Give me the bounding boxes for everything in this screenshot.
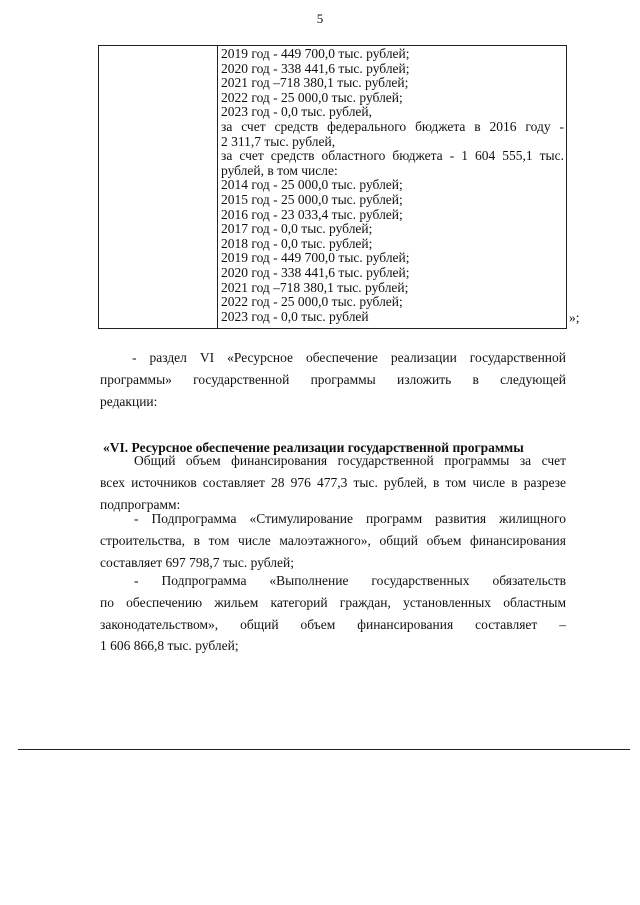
paragraph-line: редакции: bbox=[100, 393, 158, 409]
closing-quote: »; bbox=[569, 310, 580, 325]
table-line: 2017 год - 0,0 тыс. рублей; bbox=[221, 221, 373, 237]
table-line: 2016 год - 23 033,4 тыс. рублей; bbox=[221, 206, 403, 222]
table-line: за счет средств федерального бюджета в 2016 году - bbox=[221, 118, 564, 134]
table-line: 2021 год –718 380,1 тыс. рублей; bbox=[221, 279, 409, 295]
table-line: 2020 год - 338 441,6 тыс. рублей; bbox=[221, 264, 410, 280]
page-number: 5 bbox=[316, 11, 324, 26]
table-line: 2022 год - 25 000,0 тыс. рублей; bbox=[221, 294, 403, 310]
paragraph-line: 1 606 866,8 тыс. рублей; bbox=[100, 638, 239, 654]
table-right-cell bbox=[218, 46, 566, 328]
table-line: 2019 год - 449 700,0 тыс. рублей; bbox=[221, 250, 410, 266]
table-line: 2021 год –718 380,1 тыс. рублей; bbox=[221, 75, 409, 91]
table-line: 2 311,7 тыс. рублей, bbox=[221, 133, 336, 149]
paragraph-line: строительства, в том числе малоэтажного», общий объем финансирования bbox=[100, 532, 566, 548]
table-line: 2019 год - 449 700,0 тыс. рублей; bbox=[221, 46, 410, 61]
subprogram-2-paragraph bbox=[100, 570, 566, 657]
table-line: 2023 год - 0,0 тыс. рублей, bbox=[221, 104, 373, 120]
table-line: 2022 год - 25 000,0 тыс. рублей; bbox=[221, 89, 403, 105]
paragraph-line: Общий объем финансирования государственной программы за счет bbox=[134, 453, 566, 468]
table-left-cell bbox=[99, 46, 218, 328]
table-line: 2018 год - 0,0 тыс. рублей; bbox=[221, 235, 373, 251]
paragraph-line: - Подпрограмма «Стимулирование программ развития жилищного bbox=[134, 511, 566, 526]
subprogram-1-paragraph bbox=[100, 508, 566, 573]
paragraph-line: - раздел VI «Ресурсное обеспечение реализации государственной bbox=[132, 350, 566, 365]
amendment-paragraph bbox=[100, 347, 566, 412]
table-line: 2014 год - 25 000,0 тыс. рублей; bbox=[221, 177, 403, 193]
table-line: рублей, в том числе: bbox=[221, 162, 338, 178]
table-line: 2015 год - 25 000,0 тыс. рублей; bbox=[221, 191, 403, 207]
paragraph-line: законодательством», общий объем финансирования составляет – bbox=[100, 616, 566, 632]
table-line: 2023 год - 0,0 тыс. рублей bbox=[221, 308, 369, 324]
funding-table bbox=[98, 45, 567, 329]
table-line: за счет средств областного бюджета - 1 604 555,1 тыс. bbox=[221, 148, 564, 164]
table-line: 2020 год - 338 441,6 тыс. рублей; bbox=[221, 60, 410, 76]
paragraph-line: программы» государственной программы изложить в следующей bbox=[100, 371, 566, 387]
paragraph-line: подпрограмм: bbox=[100, 496, 181, 512]
paragraph-line: всех источников составляет 28 976 477,3 тыс. рублей, в том числе в разрезе bbox=[100, 474, 566, 490]
paragraph-line: по обеспечению жильем категорий граждан, установленных областным bbox=[100, 594, 566, 610]
paragraph-line: составляет 697 798,7 тыс. рублей; bbox=[100, 554, 295, 570]
section-heading: «VI. Ресурсное обеспечение реализации государственной программы bbox=[103, 440, 524, 455]
paragraph-line: - Подпрограмма «Выполнение государственных обязательств bbox=[134, 573, 566, 588]
total-paragraph bbox=[100, 450, 566, 515]
footer-rule bbox=[18, 749, 630, 750]
